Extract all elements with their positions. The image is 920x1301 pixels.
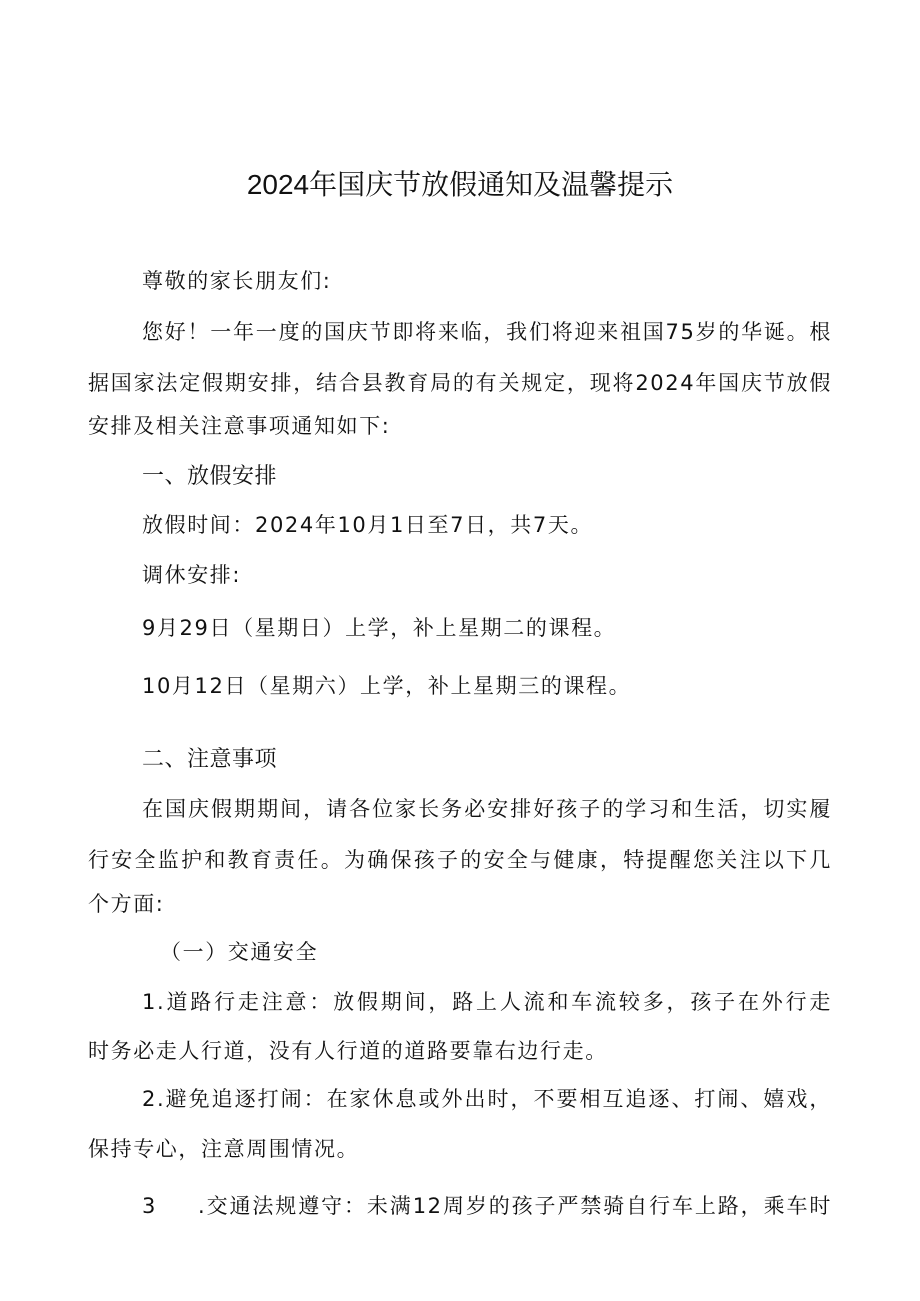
intro-line-1: 您好！一年一度的国庆节即将来临，我们将迎来祖国75岁的华诞。根 [142, 320, 832, 344]
section-1-heading: 一、放假安排 [142, 463, 278, 488]
holiday-time: 放假时间：2024年10月1日至7日，共7天。 [142, 513, 594, 537]
item-3-number: 3 [142, 1194, 157, 1218]
intro-line-2: 据国家法定假期安排，结合县教育局的有关规定，现将2024年国庆节放假 [88, 371, 832, 395]
makeup-label: 调休安排: [142, 563, 242, 587]
item-1-line-1: 1.道路行走注意：放假期间，路上人流和车流较多，孩子在外行走 [142, 990, 832, 1014]
item-1-line-2: 时务必走人行道，没有人行道的道路要靠右边行走。 [88, 1039, 608, 1063]
document-title: 2024年国庆节放假通知及温馨提示 [246, 169, 674, 200]
item-2-line-1: 2.避免追逐打闹：在家休息或外出时，不要相互追逐、打闹、嬉戏， [142, 1087, 832, 1111]
notice-para-line-3: 个方面: [88, 892, 165, 916]
subsection-traffic-heading: （一）交通安全 [160, 940, 319, 964]
intro-line-3: 安排及相关注意事项通知如下: [88, 414, 391, 438]
notice-para-line-1: 在国庆假期期间，请各位家长务必安排好孩子的学习和生活，切实履 [142, 797, 832, 821]
item-3-line-1: .交通法规遵守：未满12周岁的孩子严禁骑自行车上路，乘车时 [198, 1194, 832, 1218]
makeup-day-1: 9月29日（星期日）上学，补上星期二的课程。 [142, 616, 617, 640]
makeup-day-2: 10月12日（星期六）上学，补上星期三的课程。 [142, 674, 632, 698]
notice-para-line-2: 行安全监护和教育责任。为确保孩子的安全与健康，特提醒您关注以下几 [88, 848, 832, 872]
greeting: 尊敬的家长朋友们: [142, 269, 332, 293]
section-2-heading: 二、注意事项 [142, 746, 278, 771]
item-2-line-2: 保持专心，注意周围情况。 [88, 1137, 360, 1161]
